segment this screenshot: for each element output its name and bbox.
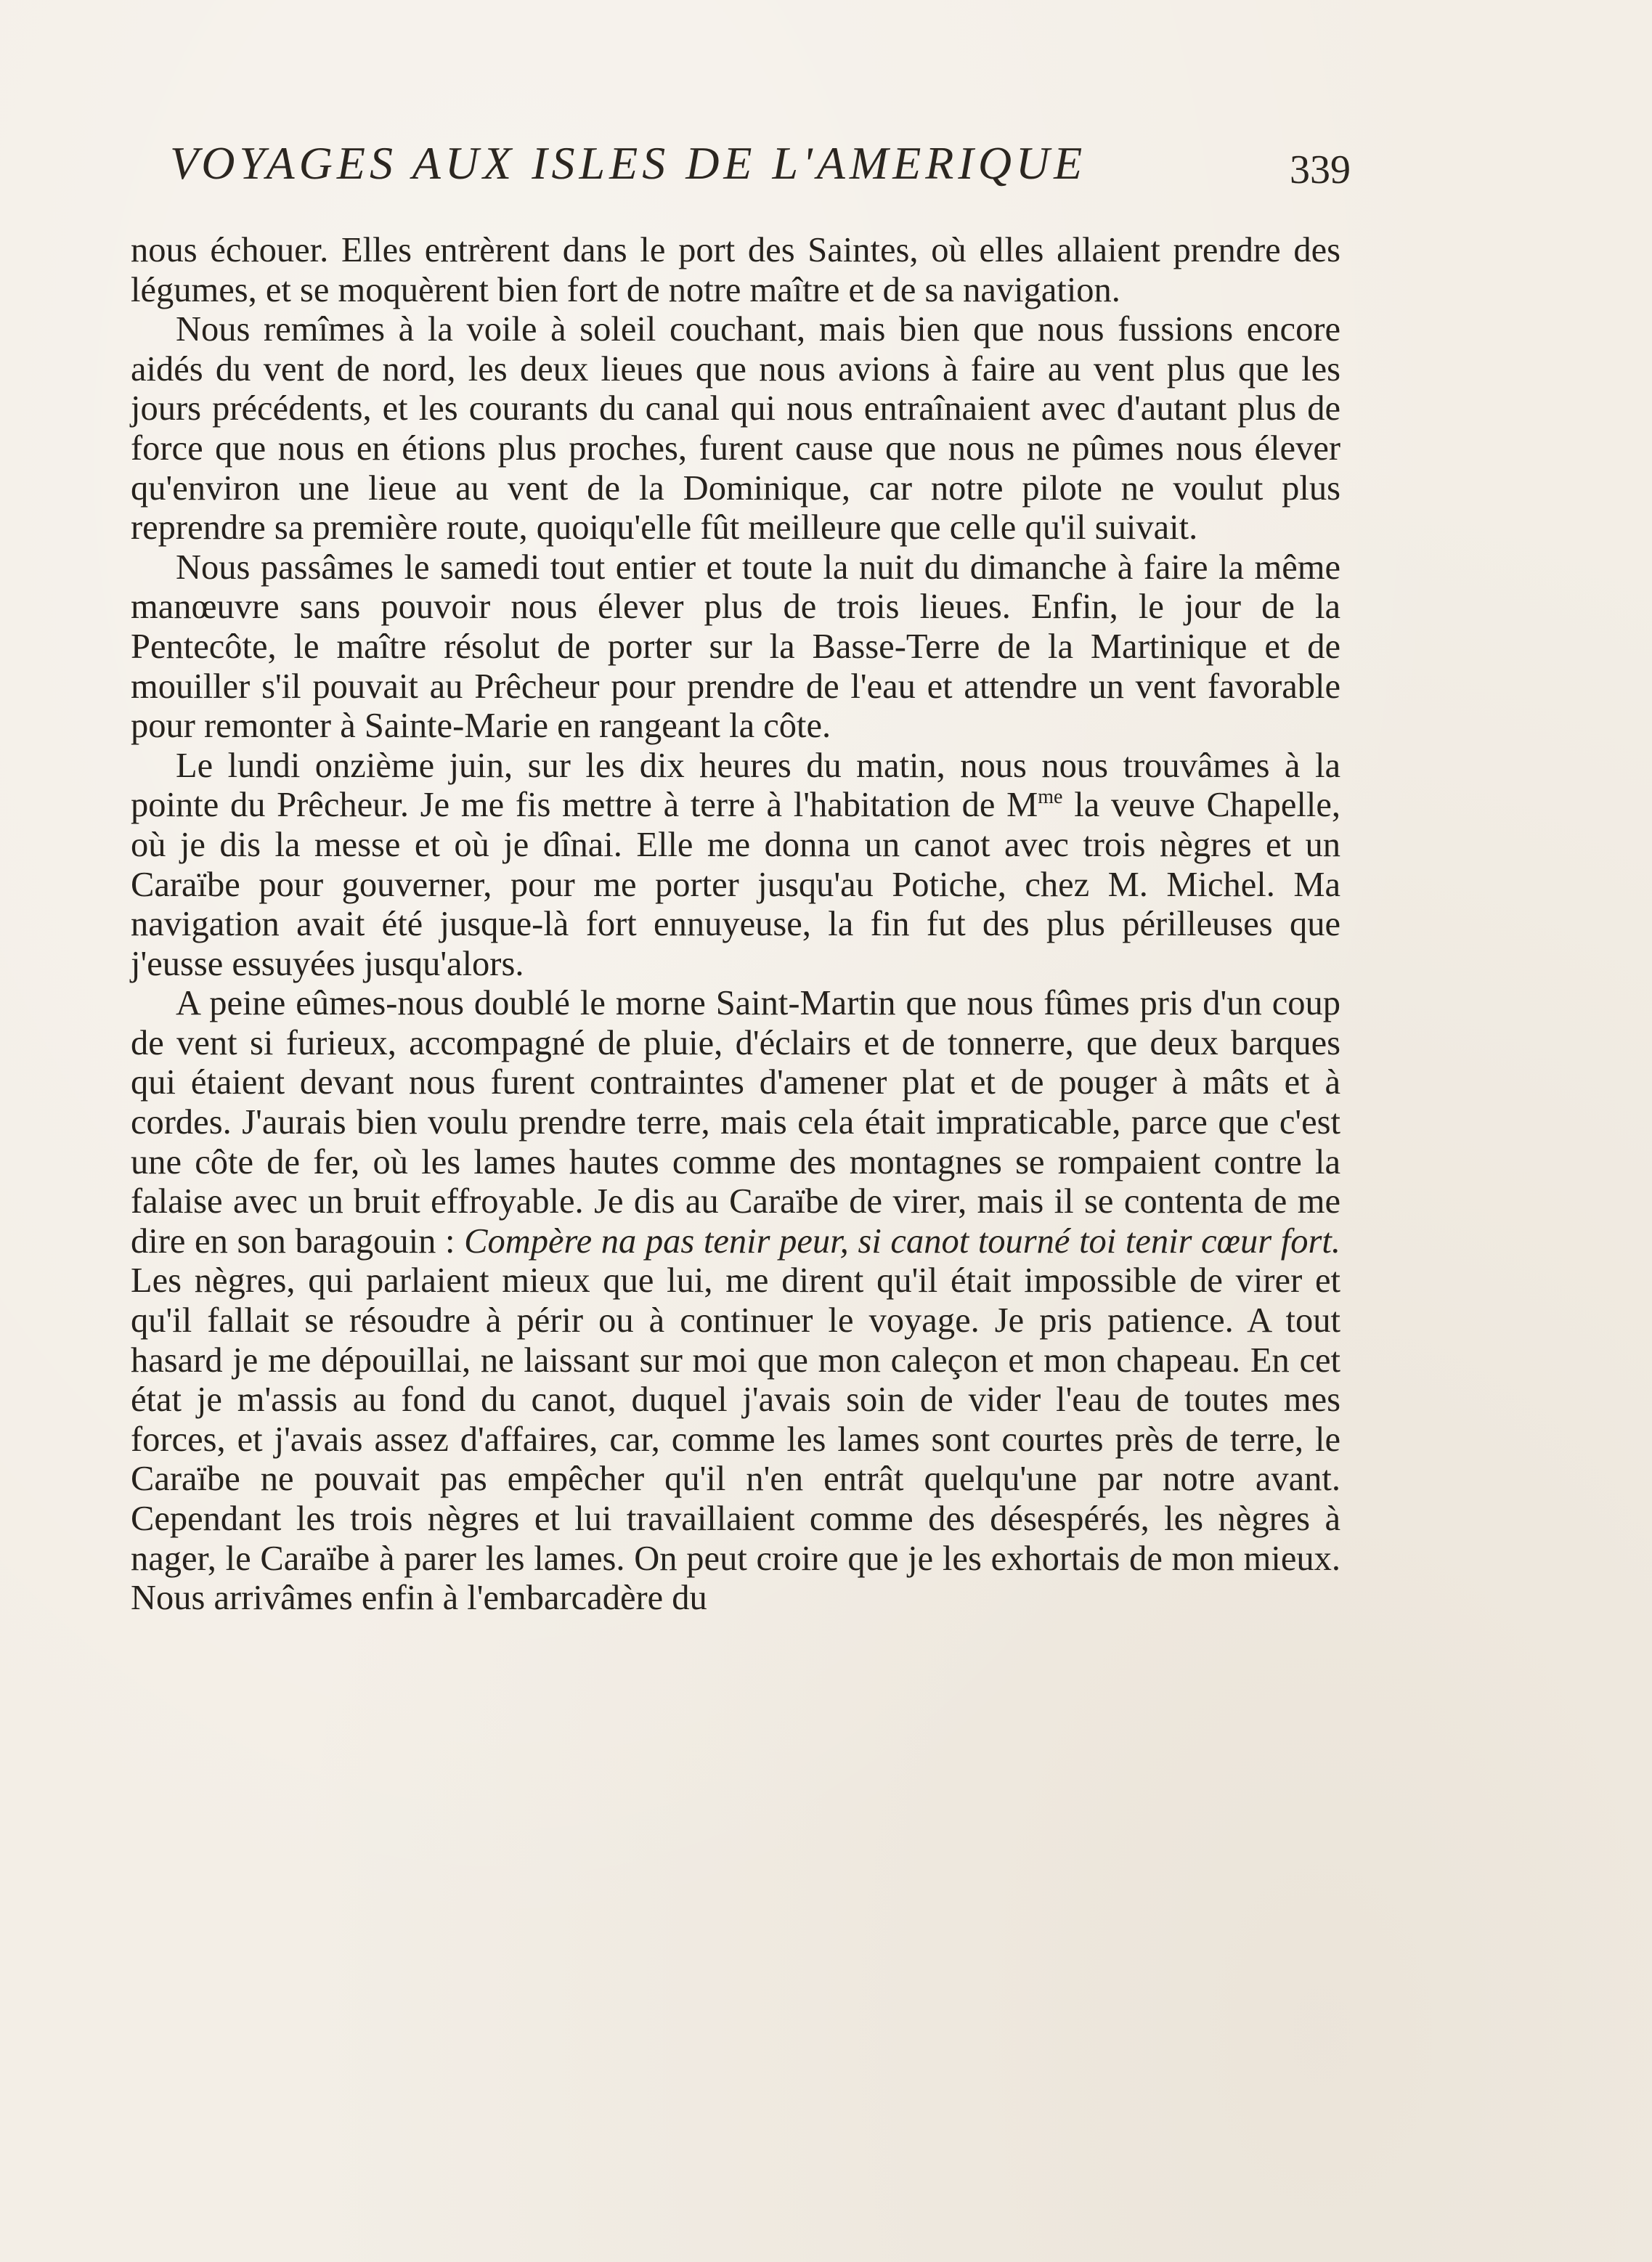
paragraph (131, 310, 1340, 548)
italic-quote: Compère na pas tenir peur, si canot tourné toi tenir cœur fort. (464, 1221, 1340, 1261)
page-header (131, 131, 1351, 196)
paragraph-text: nous échouer. Elles entrèrent dans le port des Saintes, où elles allaient prendre des légumes, et se moquèrent bien fort de notre maître et de sa navigation. (131, 231, 1340, 309)
paragraph-text: la veuve Chapelle, où je dis la messe et où je dînai. Elle me donna un canot avec trois nègres et un Caraïbe pour gouverner, pour me porter jusqu'au Potiche, chez M. Michel. Ma navigation avait été jusque-là fort ennuyeuse, la fin fut des plus périlleuses que j'eusse essuyées jusqu'alors. (131, 786, 1340, 983)
paragraph (131, 548, 1340, 746)
page-number: 339 (1290, 147, 1351, 192)
body-text (131, 231, 1340, 1619)
paragraph-text: Nous passâmes le samedi tout entier et toute la nuit du dimanche à faire la même manœuvre sans pouvoir nous élever plus de trois lieues. Enfin, le jour de la Pentecôte, le maître résolut de porter sur la Basse-Terre de la Martinique et de mouiller s'il pouvait au Prêcheur pour prendre de l'eau et attendre un vent favorable pour remonter à Sainte-Marie en rangeant la côte. (131, 548, 1340, 746)
paragraph-text: Nous remîmes à la voile à soleil couchant, mais bien que nous fussions encore aidés du vent de nord, les deux lieues que nous avions à faire au vent plus que les jours précédents, et les courants du canal qui nous entraînaient avec d'autant plus de force que nous en étions plus proches, furent cause que nous ne pûmes nous élever qu'environ une lieue au vent de la Dominique, car notre pilote ne voulut plus reprendre sa première route, quoiqu'elle fût meilleure que celle qu'il suivait. (131, 310, 1340, 548)
paragraph (131, 231, 1340, 310)
running-title: VOYAGES AUX ISLES DE L'AMERIQUE (170, 137, 1087, 189)
paragraph (131, 746, 1340, 985)
paragraph-text: A peine eûmes-nous doublé le morne Saint-Martin que nous fûmes pris d'un coup de vent si furieux, accompagné de pluie, d'éclairs et de tonnerre, que deux barques qui étaient devant nous furent contraintes d'amener plat et de pouger à mâts et à cordes. J'aurais bien voulu prendre terre, mais cela était impraticable, parce que c'est une côte de fer, où les lames hautes comme des montagnes se rompaient contre la falaise avec un bruit effroyable. Je dis au Caraïbe de virer, mais il se contenta de me dire en son baragouin : (131, 984, 1340, 1261)
paragraph-text: Les nègres, qui parlaient mieux que lui, me dirent qu'il était impossible de virer et qu'il fallait se résoudre à périr ou à continuer le voyage. Je pris patience. A tout hasard je me dépouillai, ne laissant sur moi que mon caleçon et mon chapeau. En cet état je m'assis au fond du canot, duquel j'avais soin de vider l'eau de toutes mes forces, et j'avais assez d'affaires, car, comme les lames sont courtes près de terre, le Caraïbe ne pouvait pas empêcher qu'il n'en entrât quelqu'une par notre avant. Cependant les trois nègres et lui travaillaient comme des désespérés, les nègres à nager, le Caraïbe à parer les lames. On peut croire que je les exhortais de mon mieux. Nous arrivâmes enfin à l'embarcadère du (131, 1261, 1340, 1618)
paragraph (131, 984, 1340, 1619)
superscript: me (1038, 786, 1063, 809)
paragraph-text: Le lundi onzième juin, sur les dix heures du matin, nous nous trouvâmes à la pointe du Prêcheur. Je me fis mettre à terre à l'habitation de M (131, 746, 1340, 825)
